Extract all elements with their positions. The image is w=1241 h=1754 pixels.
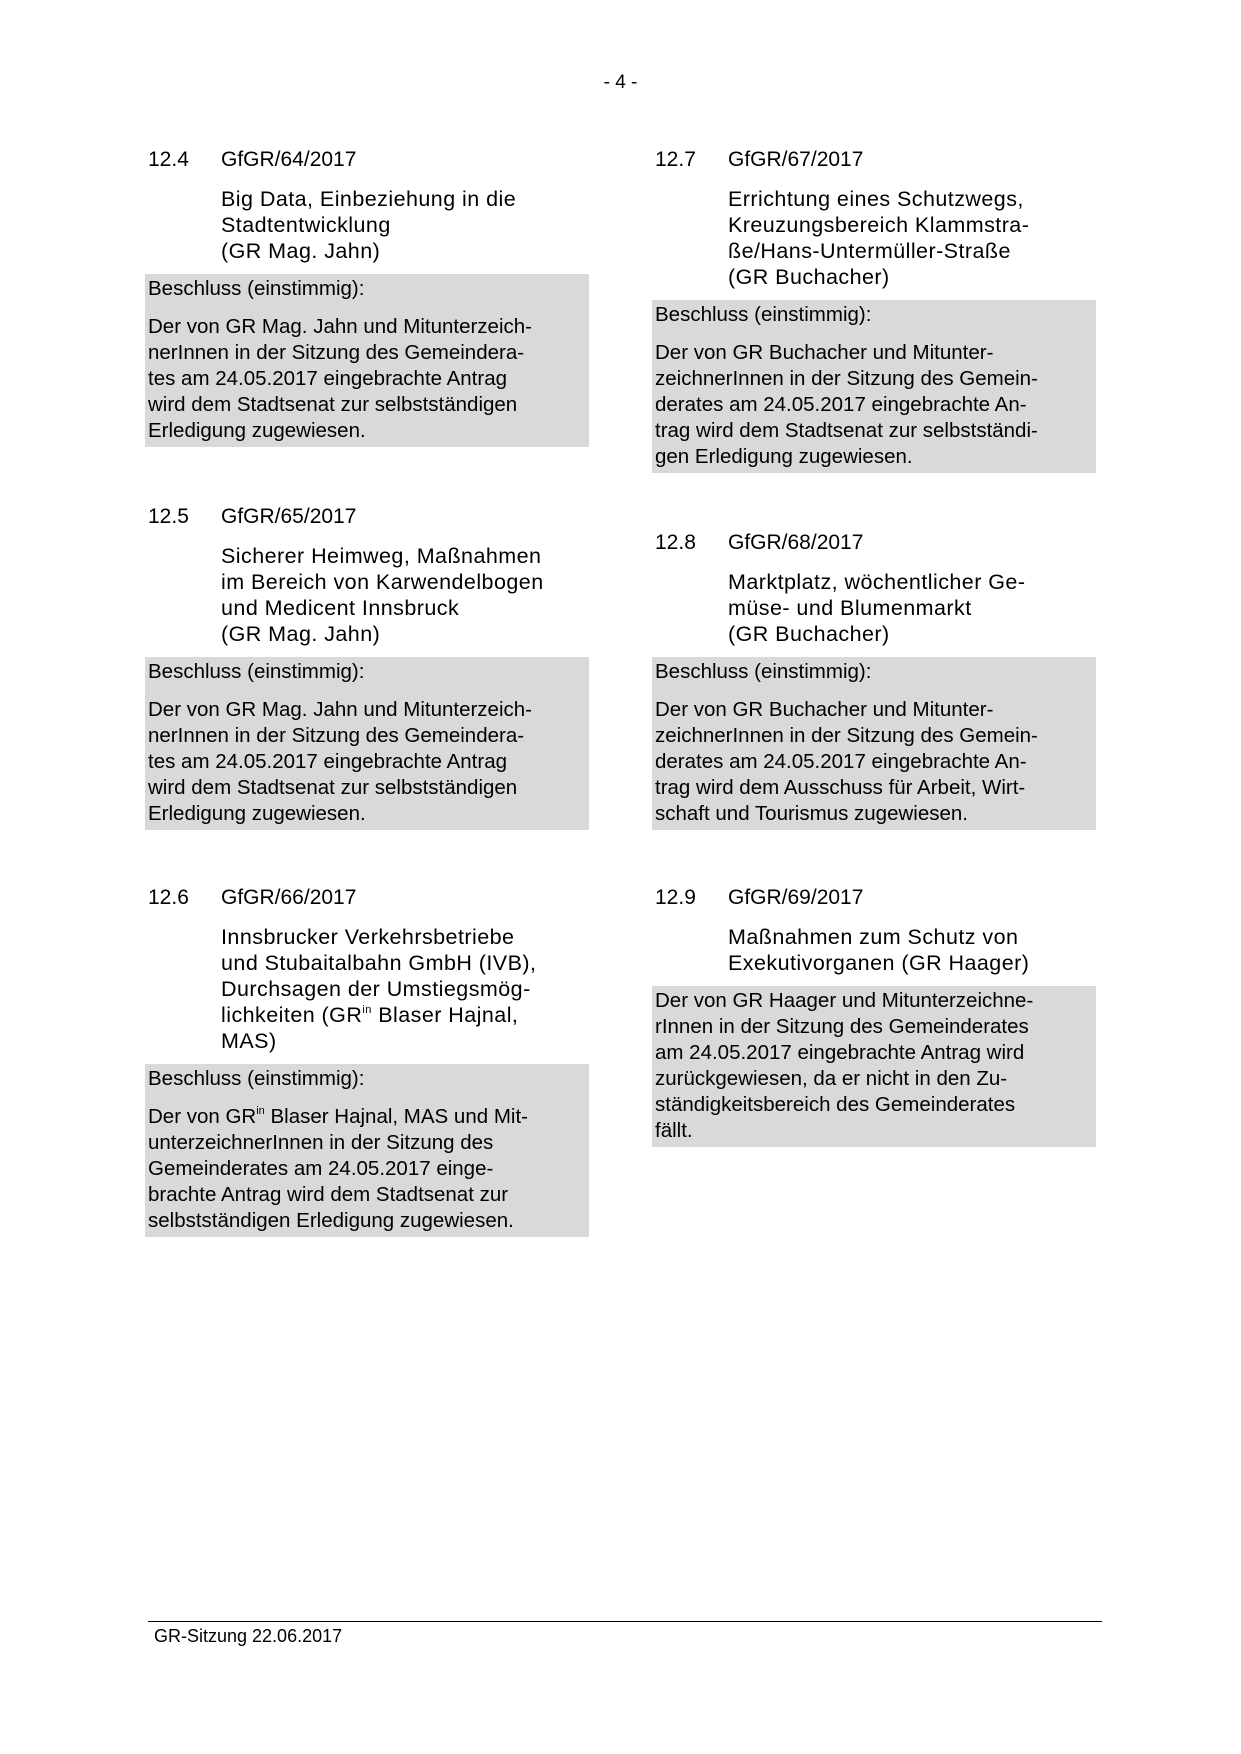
- title-line: Durchsagen der Umstiegsmög-: [221, 977, 531, 1001]
- item-reference: GfGR/66/2017: [221, 886, 357, 909]
- item-header: [652, 884, 1096, 912]
- decision-text: [148, 314, 586, 444]
- item-title: [221, 186, 589, 264]
- superscript: in: [256, 1105, 265, 1117]
- title-line: MAS): [221, 1029, 277, 1053]
- title-line: Marktplatz, wöchentlicher Ge-: [728, 570, 1026, 594]
- decision-line: fällt.: [655, 1119, 693, 1142]
- agenda-item-12-7: [652, 146, 1096, 473]
- decision-line: selbstständigen Erledigung zugewiesen.: [148, 1209, 514, 1232]
- footer-text: GR-Sitzung 22.06.2017: [154, 1626, 343, 1646]
- decision-line: rInnen in der Sitzung des Gemeinderates: [655, 1015, 1029, 1038]
- decision-line: nerInnen in der Sitzung des Gemeindera-: [148, 341, 525, 364]
- decision-box: [145, 657, 589, 830]
- decision-line: derates am 24.05.2017 eingebrachte An-: [655, 750, 1027, 773]
- title-line: (GR Mag. Jahn): [221, 622, 381, 646]
- title-line: und Stubaitalbahn GmbH (IVB),: [221, 951, 537, 975]
- decision-line: zeichnerInnen in der Sitzung des Gemein-: [655, 367, 1038, 390]
- agenda-item-12-6: [145, 884, 589, 1237]
- decision-line: zeichnerInnen in der Sitzung des Gemein-: [655, 724, 1038, 747]
- decision-label: Beschluss (einstimmig):: [148, 1067, 365, 1090]
- title-line: (GR Buchacher): [728, 622, 890, 646]
- title-line: Stadtentwicklung: [221, 213, 391, 237]
- title-line: Innsbrucker Verkehrsbetriebe: [221, 925, 515, 949]
- agenda-item-12-5: [145, 503, 589, 830]
- item-number: 12.8: [655, 531, 696, 554]
- title-line: Exekutivorganen (GR Haager): [728, 951, 1030, 975]
- item-title: [728, 569, 1096, 647]
- item-reference: GfGR/68/2017: [728, 531, 864, 554]
- decision-fragment: Blaser Hajnal, MAS und Mit-: [264, 1105, 528, 1128]
- decision-line: unterzeichnerInnen in der Sitzung des: [148, 1131, 494, 1154]
- decision-text: [655, 340, 1093, 470]
- decision-line: tes am 24.05.2017 eingebrachte Antrag: [148, 750, 508, 773]
- decision-line: [148, 1104, 586, 1130]
- item-number: 12.4: [148, 148, 189, 171]
- decision-label: Beschluss (einstimmig):: [655, 303, 872, 326]
- agenda-item-12-4: [145, 146, 589, 447]
- item-title: [221, 543, 589, 647]
- decision-line: Der von GR Buchacher und Mitunter-: [655, 341, 994, 364]
- decision-line: Der von GR Mag. Jahn und Mitunterzeich-: [148, 698, 532, 721]
- decision-line: wird dem Stadtsenat zur selbstständigen: [148, 393, 518, 416]
- decision-line: nerInnen in der Sitzung des Gemeindera-: [148, 724, 525, 747]
- title-text: Blaser Hajnal,: [371, 1003, 519, 1027]
- decision-line: am 24.05.2017 eingebrachte Antrag wird: [655, 1041, 1025, 1064]
- item-title: [728, 186, 1096, 290]
- item-title: [221, 924, 589, 1054]
- item-header: [145, 884, 589, 912]
- item-reference: GfGR/65/2017: [221, 505, 357, 528]
- item-number: 12.6: [148, 886, 189, 909]
- title-line: Maßnahmen zum Schutz von: [728, 925, 1019, 949]
- decision-line: brachte Antrag wird dem Stadtsenat zur: [148, 1183, 509, 1206]
- agenda-item-12-8: [652, 529, 1096, 830]
- title-line: [221, 1002, 589, 1028]
- title-text: lichkeiten (GR: [221, 1003, 363, 1027]
- decision-line: tes am 24.05.2017 eingebrachte Antrag: [148, 367, 508, 390]
- decision-line: Der von GR Haager und Mitunterzeichne-: [655, 989, 1034, 1012]
- item-header: [652, 146, 1096, 174]
- decision-label: Beschluss (einstimmig):: [148, 660, 365, 683]
- item-reference: GfGR/64/2017: [221, 148, 357, 171]
- decision-label: Beschluss (einstimmig):: [148, 277, 365, 300]
- item-number: 12.7: [655, 148, 696, 171]
- item-number: 12.9: [655, 886, 696, 909]
- agenda-item-12-9: [652, 884, 1096, 1147]
- item-header: [652, 529, 1096, 557]
- decision-box: [652, 300, 1096, 473]
- decision-box: [145, 274, 589, 447]
- decision-line: Der von GR Buchacher und Mitunter-: [655, 698, 994, 721]
- decision-line: trag wird dem Ausschuss für Arbeit, Wirt-: [655, 776, 1026, 799]
- title-line: (GR Buchacher): [728, 265, 890, 289]
- decision-text: [655, 697, 1093, 827]
- title-line: Kreuzungsbereich Klammstra-: [728, 213, 1030, 237]
- title-line: Sicherer Heimweg, Maßnahmen: [221, 544, 542, 568]
- decision-line: schaft und Tourismus zugewiesen.: [655, 802, 968, 825]
- decision-text: [655, 988, 1093, 1144]
- decision-line: trag wird dem Stadtsenat zur selbstständi-: [655, 419, 1038, 442]
- decision-box: [145, 1064, 589, 1237]
- item-header: [145, 146, 589, 174]
- decision-line: Erledigung zugewiesen.: [148, 419, 366, 442]
- decision-line: zurückgewiesen, da er nicht in den Zu-: [655, 1067, 1008, 1090]
- title-line: Errichtung eines Schutzwegs,: [728, 187, 1024, 211]
- title-line: und Medicent Innsbruck: [221, 596, 460, 620]
- decision-fragment: Der von GR: [148, 1105, 257, 1128]
- title-line: Big Data, Einbeziehung in die: [221, 187, 517, 211]
- item-reference: GfGR/69/2017: [728, 886, 864, 909]
- title-line: im Bereich von Karwendelbogen: [221, 570, 544, 594]
- decision-line: gen Erledigung zugewiesen.: [655, 445, 913, 468]
- decision-text: [148, 697, 586, 827]
- decision-line: ständigkeitsbereich des Gemeinderates: [655, 1093, 1016, 1116]
- decision-line: Der von GR Mag. Jahn und Mitunterzeich-: [148, 315, 532, 338]
- title-line: (GR Mag. Jahn): [221, 239, 381, 263]
- item-title: [728, 924, 1096, 976]
- title-line: ße/Hans-Untermüller-Straße: [728, 239, 1011, 263]
- decision-line: Erledigung zugewiesen.: [148, 802, 366, 825]
- superscript: in: [362, 1004, 372, 1016]
- decision-text: [148, 1104, 586, 1234]
- decision-box: [652, 986, 1096, 1147]
- decision-line: wird dem Stadtsenat zur selbstständigen: [148, 776, 518, 799]
- decision-line: derates am 24.05.2017 eingebrachte An-: [655, 393, 1027, 416]
- footer-divider: [148, 1621, 1102, 1622]
- item-number: 12.5: [148, 505, 189, 528]
- item-header: [145, 503, 589, 531]
- decision-box: [652, 657, 1096, 830]
- title-line: müse- und Blumenmarkt: [728, 596, 972, 620]
- decision-label: Beschluss (einstimmig):: [655, 660, 872, 683]
- item-reference: GfGR/67/2017: [728, 148, 864, 171]
- decision-line: Gemeinderates am 24.05.2017 einge-: [148, 1157, 494, 1180]
- page-number: - 4 -: [603, 72, 638, 93]
